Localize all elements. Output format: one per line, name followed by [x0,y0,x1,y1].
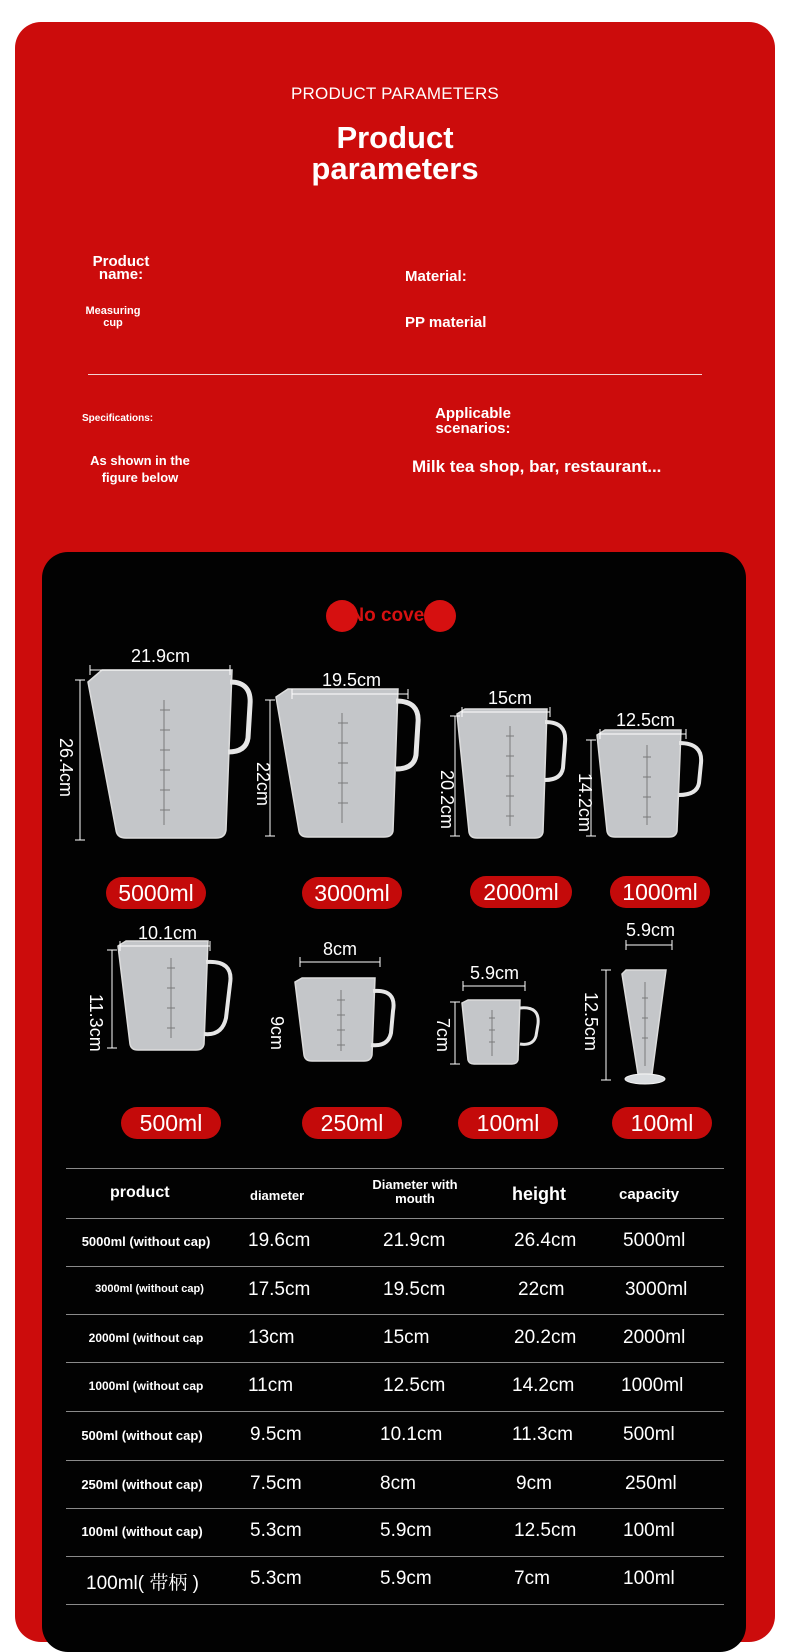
table-row-4-diameter: 11cm [248,1375,294,1396]
table-row-7-diameter: 5.3cm [250,1520,302,1541]
capacity-pill-250ml: 250ml [302,1107,402,1139]
table-row-5-height: 11.3cm [512,1424,573,1445]
table-row-6-mouth: 8cm [380,1473,416,1494]
table-row-3-product: 2000ml (without cap [88,1331,204,1345]
scenario-label: Applicable scenarios: [435,405,511,437]
table-row-8-product: 100ml( 带柄 ) [86,1573,199,1594]
table-row-2-diameter: 17.5cm [248,1279,311,1300]
table-row-3-mouth: 15cm [383,1327,430,1348]
dim-width-3000ml: 19.5cm [322,670,382,690]
no-cover-text: No cover [350,605,432,626]
table-row-1-capacity: 5000ml [623,1230,686,1251]
capacity-pill-500ml: 500ml [121,1107,221,1139]
material-value: PP material [405,314,487,331]
table-rule [66,1362,724,1363]
table-row-6-capacity: 250ml [625,1473,677,1494]
table-rule [66,1460,724,1461]
table-row-7-mouth: 5.9cm [380,1520,432,1541]
table-row-4-product: 1000ml (without cap [88,1379,204,1393]
capacity-pill-100ml-handle: 100ml [458,1107,558,1139]
table-row-5-product: 500ml (without cap) [81,1428,203,1443]
table-rule [66,1556,724,1557]
table-row-4-height: 14.2cm [512,1375,575,1396]
table-row-1-diameter: 19.6cm [248,1230,311,1251]
table-row-7-capacity: 100ml [623,1520,675,1541]
dim-height-2000ml: 20.2cm [437,770,457,830]
dim-height-3000ml: 22cm [253,762,273,807]
table-rule [66,1411,724,1412]
table-row-6-diameter: 7.5cm [250,1473,302,1494]
section-title-line1: Product [336,120,454,155]
table-row-2-product: 3000ml (without cap) [95,1283,204,1295]
section-title-line2: parameters [311,151,479,186]
table-row-1-height: 26.4cm [514,1230,577,1251]
table-row-7-height: 12.5cm [514,1520,577,1541]
section-subtitle: PRODUCT PARAMETERS [291,84,499,103]
table-rule [66,1604,724,1605]
capacity-pill-2000ml: 2000ml [470,876,572,908]
dim-width-1000ml: 12.5cm [616,710,676,730]
dim-width-100ml-handle: 5.9cm [470,963,520,983]
table-row-2-height: 22cm [518,1279,565,1300]
table-row-4-mouth: 12.5cm [383,1375,446,1396]
table-header-capacity: capacity [619,1186,680,1203]
table-row-1-product: 5000ml (without cap) [81,1234,211,1249]
table-row-8-capacity: 100ml [623,1568,675,1589]
table-row-6-height: 9cm [516,1473,552,1494]
product-name-label: Product name: [92,253,150,283]
dim-height-1000ml: 14.2cm [575,773,595,833]
table-rule [66,1218,724,1219]
table-header-product: product [110,1184,170,1201]
material-label: Material: [405,268,467,285]
scenario-value: Milk tea shop, bar, restaurant... [412,457,662,476]
table-rule [66,1266,724,1267]
table-row-8-mouth: 5.9cm [380,1568,432,1589]
dim-height-5000ml: 26.4cm [56,738,76,798]
table-row-8-diameter: 5.3cm [250,1568,302,1589]
table-row-1-mouth: 21.9cm [383,1230,446,1251]
table-rule [66,1314,724,1315]
table-row-3-capacity: 2000ml [623,1327,686,1348]
table-header-diameter: diameter [250,1188,305,1203]
table-row-5-capacity: 500ml [623,1424,675,1445]
dim-height-100ml-handle: 7cm [433,1018,453,1053]
table-rule [66,1508,724,1509]
table-row-6-product: 250ml (without cap) [81,1477,203,1492]
table-row-2-mouth: 19.5cm [383,1279,446,1300]
product-name-value: Measuring cup [85,305,141,329]
spec-value: As shown in the figure below [90,453,190,485]
table-row-3-height: 20.2cm [514,1327,577,1348]
table-row-8-height: 7cm [514,1568,550,1589]
dim-height-500ml: 11.3cm [86,994,106,1052]
dim-width-500ml: 10.1cm [138,923,198,943]
dim-width-5000ml: 21.9cm [131,646,191,666]
dim-width-100ml-tall: 5.9cm [626,920,676,940]
spec-label: Specifications: [82,413,154,424]
table-row-5-diameter: 9.5cm [250,1424,302,1445]
dim-width-2000ml: 15cm [488,688,533,708]
table-rule [66,1168,724,1169]
table-row-7-product: 100ml (without cap) [81,1524,203,1539]
dim-height-250ml: 9cm [267,1016,287,1051]
dim-width-250ml: 8cm [323,939,358,959]
table-row-3-diameter: 13cm [248,1327,295,1348]
dim-height-100ml-tall: 12.5cm [581,992,601,1052]
table-header-diameter-mouth: Diameter with mouth [372,1177,458,1206]
capacity-pill-1000ml: 1000ml [610,876,710,908]
capacity-pill-100ml-tall: 100ml [612,1107,712,1139]
table-row-2-capacity: 3000ml [625,1279,688,1300]
table-header-height: height [512,1184,566,1204]
table-row-4-capacity: 1000ml [621,1375,684,1396]
capacity-pill-5000ml: 5000ml [106,877,206,909]
capacity-pill-3000ml: 3000ml [302,877,402,909]
table-row-5-mouth: 10.1cm [380,1424,443,1445]
